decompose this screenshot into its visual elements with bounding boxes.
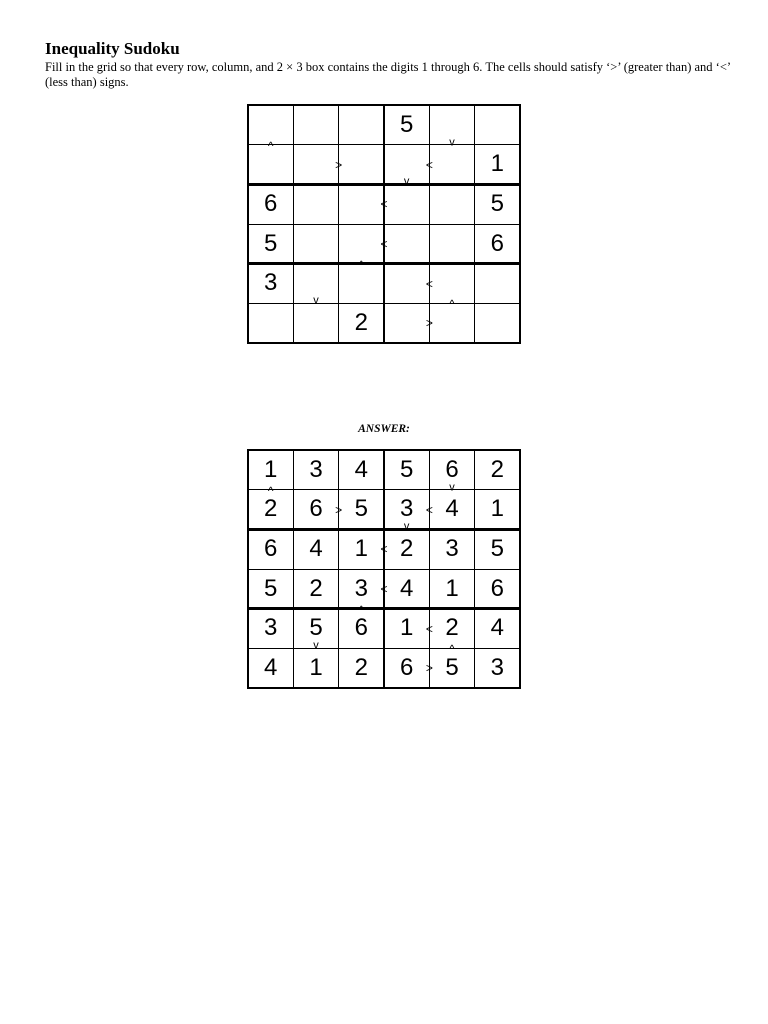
grid-cell: 3: [445, 535, 459, 563]
greater-than-down-sign: v: [449, 481, 455, 494]
grid-cell[interactable]: 5: [399, 110, 414, 138]
greater-than-down-sign: v: [313, 639, 319, 652]
greater-than-sign: >: [425, 316, 433, 331]
grid-cell[interactable]: 2: [354, 309, 368, 337]
grid-cell[interactable]: [384, 184, 429, 224]
instructions-text: Fill in the grid so that every row, column, and 2 × 3 box contains the digits 1 through 6. The cells should satisfy ‘>’ (greater than) and ‘<’ (less than) signs.: [45, 60, 731, 89]
grid-cell: 6: [490, 574, 504, 602]
less-than-sign: <: [425, 621, 433, 636]
less-than-up-sign: ^: [358, 602, 365, 617]
grid-cell: 2: [354, 654, 368, 682]
grid-cell[interactable]: [293, 184, 338, 224]
grid-cell: 1: [263, 455, 278, 483]
grid-cell: 1: [309, 654, 323, 682]
grid-cell: 5: [354, 495, 368, 523]
grid-cell[interactable]: [384, 303, 429, 343]
grid-cell[interactable]: [293, 303, 338, 343]
grid-cell[interactable]: 6: [263, 190, 278, 218]
grid-cell: 2: [490, 455, 504, 483]
grid-cell: 4: [309, 535, 323, 563]
greater-than-down-sign: v: [449, 136, 455, 149]
grid-cell[interactable]: [293, 145, 338, 185]
greater-than-down-sign: v: [403, 520, 410, 533]
grid-cell[interactable]: 5: [263, 229, 278, 257]
grid-cell[interactable]: 6: [490, 229, 504, 257]
grid-cell: 4: [354, 455, 368, 483]
less-than-sign: <: [380, 581, 388, 596]
grid-cell: 2: [309, 574, 323, 602]
grid-cell: 1: [354, 535, 368, 563]
grid-cell: 2: [263, 495, 278, 523]
less-than-up-sign: ^: [449, 642, 455, 657]
grid-cell[interactable]: [429, 145, 474, 185]
grid-cell[interactable]: [429, 184, 474, 224]
less-than-sign: <: [425, 276, 433, 291]
grid-cell: 3: [309, 455, 323, 483]
grid-cell: 1: [445, 574, 459, 602]
grid-cell: 3: [354, 574, 368, 602]
grid-cell[interactable]: [339, 145, 384, 185]
answer-label: ANSWER:: [358, 423, 410, 435]
less-than-up-sign: ^: [449, 297, 455, 312]
less-than-sign: <: [380, 197, 388, 212]
grid-cell[interactable]: [293, 224, 338, 264]
grid-cell: 4: [490, 614, 504, 642]
grid-cell: 5: [399, 455, 414, 483]
less-than-up-sign: ^: [358, 257, 365, 272]
grid-cell[interactable]: [475, 303, 520, 343]
grid-cell: 1: [490, 495, 504, 523]
less-than-sign: <: [425, 502, 433, 517]
grid-cell: 5: [445, 654, 459, 682]
grid-cell: 6: [354, 614, 368, 642]
grid-cell[interactable]: [339, 105, 384, 145]
grid-cell: 3: [263, 614, 278, 642]
grid-cell: 5: [263, 574, 278, 602]
puzzle-grid: [248, 105, 520, 343]
greater-than-down-sign: v: [313, 294, 319, 307]
grid-cell[interactable]: [384, 264, 429, 304]
grid-cell[interactable]: 3: [263, 269, 278, 297]
grid-cell[interactable]: 5: [490, 190, 504, 218]
grid-cell: 1: [399, 614, 414, 642]
grid-cell[interactable]: [429, 224, 474, 264]
less-than-up-sign: ^: [267, 483, 274, 498]
grid-cell[interactable]: [293, 105, 338, 145]
grid-cell: 4: [263, 654, 278, 682]
grid-cell: 5: [490, 535, 504, 563]
grid-cell[interactable]: [475, 264, 520, 304]
greater-than-down-sign: v: [403, 175, 410, 188]
greater-than-sign: >: [335, 157, 343, 172]
grid-cell: 6: [399, 654, 414, 682]
grid-cell[interactable]: [248, 303, 293, 343]
grid-cell: 5: [309, 614, 323, 642]
greater-than-sign: >: [335, 502, 343, 517]
answer-grid: [248, 450, 520, 688]
grid-cell: 4: [445, 495, 459, 523]
grid-cell: 6: [309, 495, 323, 523]
grid-cell[interactable]: [475, 105, 520, 145]
grid-cell: 2: [445, 614, 459, 642]
page-title: Inequality Sudoku: [45, 39, 180, 58]
grid-cell[interactable]: [339, 184, 384, 224]
grid-cell: 4: [399, 574, 414, 602]
less-than-sign: <: [380, 236, 388, 251]
less-than-sign: <: [380, 542, 388, 557]
grid-cell: 3: [490, 654, 504, 682]
grid-cell: 6: [445, 455, 459, 483]
less-than-up-sign: ^: [267, 138, 274, 153]
greater-than-sign: >: [425, 661, 433, 676]
grid-cell[interactable]: 1: [490, 150, 504, 178]
grid-cell: 3: [399, 495, 414, 523]
less-than-sign: <: [425, 157, 433, 172]
grid-cell: 6: [263, 535, 278, 563]
grid-cell[interactable]: [384, 224, 429, 264]
grid-cell: 2: [399, 535, 414, 563]
